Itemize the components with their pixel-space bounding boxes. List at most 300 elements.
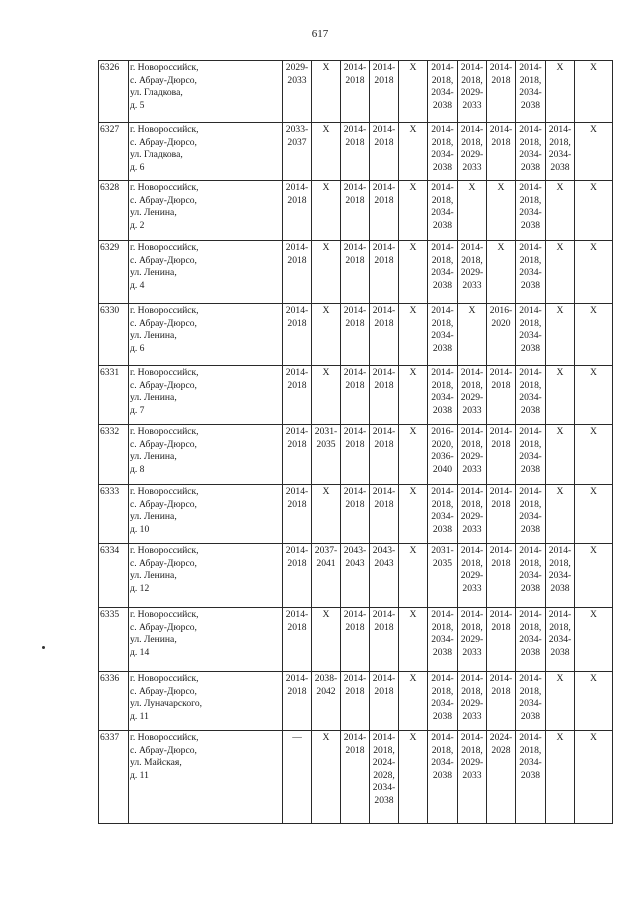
period-cell xyxy=(399,123,428,181)
period-cell xyxy=(516,485,546,544)
address-cell xyxy=(129,366,283,425)
period-value: 2014- 2018 xyxy=(343,426,367,450)
period-cell xyxy=(546,366,575,425)
period-value: Х xyxy=(409,124,417,135)
period-value: Х xyxy=(556,426,564,437)
row-number: 6337 xyxy=(99,731,129,824)
period-value: 2014- 2018, 2034- 2038 xyxy=(431,486,454,535)
period-cell xyxy=(516,544,546,608)
period-value: 2043- 2043 xyxy=(343,545,367,569)
period-value: 2031- 2035 xyxy=(314,426,338,450)
period-value: 2014- 2018 xyxy=(285,545,309,569)
period-value: Х xyxy=(322,62,330,73)
period-cell xyxy=(546,731,575,824)
address-text: г. Новороссийск, с. Абрау-Дюрсо, ул. Ленина, д. 10 xyxy=(130,486,199,535)
period-cell xyxy=(487,304,516,366)
period-value: Х xyxy=(590,426,597,437)
period-cell xyxy=(516,123,546,181)
period-value: 2014- 2018 xyxy=(489,367,513,391)
address-text: г. Новороссийск, с. Абрау-Дюрсо, ул. Ленина, д. 4 xyxy=(130,242,199,291)
period-value: Х xyxy=(322,367,330,378)
period-cell xyxy=(575,181,613,241)
address-cell xyxy=(129,61,283,123)
row-number: 6328 xyxy=(99,181,129,241)
period-value: 2014- 2018, 2034- 2038 xyxy=(431,182,454,231)
period-value: 2014- 2018 xyxy=(489,609,513,633)
period-value: Х xyxy=(556,367,564,378)
period-cell xyxy=(458,608,487,672)
period-value: 2014- 2018, 2034- 2038 xyxy=(431,124,454,173)
period-cell xyxy=(341,123,370,181)
period-cell xyxy=(428,123,458,181)
row-number: 6335 xyxy=(99,608,129,672)
row-number: 6333 xyxy=(99,485,129,544)
address-text: г. Новороссийск, с. Абрау-Дюрсо, ул. Гладкова, д. 6 xyxy=(130,124,199,173)
period-cell xyxy=(341,672,370,731)
period-cell xyxy=(283,425,312,485)
period-cell xyxy=(458,366,487,425)
period-value: 2014- 2018 xyxy=(372,367,396,391)
period-value: 2014- 2018 xyxy=(372,124,396,148)
period-value: 2038- 2042 xyxy=(314,673,338,697)
period-cell xyxy=(487,181,516,241)
period-value: Х xyxy=(468,182,476,193)
period-value: 2014- 2018 xyxy=(372,609,396,633)
period-value: 2014- 2018 xyxy=(489,124,513,148)
period-value: 2014- 2018, 2034- 2038 xyxy=(431,305,454,354)
period-value: Х xyxy=(590,124,597,135)
period-cell xyxy=(458,181,487,241)
period-cell xyxy=(487,366,516,425)
period-cell xyxy=(283,485,312,544)
period-value: 2014- 2018, 2034- 2038 xyxy=(548,545,572,594)
period-cell xyxy=(428,485,458,544)
period-value: 2014- 2018 xyxy=(489,545,513,569)
period-value: 2014- 2018, 2029- 2033 xyxy=(460,426,484,475)
period-value: 2014- 2018 xyxy=(285,486,309,510)
period-value: 2014- 2018, 2034- 2038 xyxy=(519,426,542,475)
address-text: г. Новороссийск, с. Абрау-Дюрсо, ул. Майская, д. 11 xyxy=(130,732,199,781)
period-value: Х xyxy=(556,305,564,316)
period-cell xyxy=(546,608,575,672)
period-cell xyxy=(312,181,341,241)
period-cell xyxy=(370,181,399,241)
period-cell xyxy=(399,425,428,485)
table-row xyxy=(99,608,613,672)
period-value: 2014- 2018, 2034- 2038 xyxy=(519,367,542,416)
period-value: 2014- 2018 xyxy=(343,62,367,86)
row-number: 6330 xyxy=(99,304,129,366)
address-text: г. Новороссийск, с. Абрау-Дюрсо, ул. Ленина, д. 14 xyxy=(130,609,199,658)
period-cell xyxy=(283,304,312,366)
period-value: Х xyxy=(322,486,330,497)
period-value: 2014- 2018 xyxy=(372,62,396,86)
period-value: 2014- 2018 xyxy=(489,673,513,697)
period-cell xyxy=(399,241,428,304)
period-cell xyxy=(546,123,575,181)
period-cell xyxy=(312,485,341,544)
period-value: Х xyxy=(409,732,417,743)
period-value: 2014- 2018, 2029- 2033 xyxy=(460,62,484,111)
period-value: Х xyxy=(409,673,417,684)
period-value: Х xyxy=(590,609,597,620)
period-cell xyxy=(516,61,546,123)
period-cell xyxy=(487,123,516,181)
period-cell xyxy=(458,123,487,181)
period-value: 2014- 2018, 2024- 2028, 2034- 2038 xyxy=(372,732,396,806)
period-cell xyxy=(370,61,399,123)
period-value: 2014- 2018 xyxy=(372,673,396,697)
period-value: Х xyxy=(468,305,476,316)
period-cell xyxy=(341,241,370,304)
period-value: Х xyxy=(322,124,330,135)
period-value: 2014- 2018, 2034- 2038 xyxy=(519,673,542,722)
period-value: Х xyxy=(409,62,417,73)
period-cell xyxy=(370,425,399,485)
period-cell xyxy=(487,672,516,731)
period-cell xyxy=(370,731,399,824)
period-cell xyxy=(370,304,399,366)
period-cell xyxy=(575,425,613,485)
table-row xyxy=(99,304,613,366)
period-cell xyxy=(458,485,487,544)
period-value: 2014- 2018, 2029- 2033 xyxy=(460,545,484,594)
period-value: Х xyxy=(590,486,597,497)
period-value: — xyxy=(292,732,302,743)
period-value: 2014- 2018, 2029- 2033 xyxy=(460,673,484,722)
table-row xyxy=(99,544,613,608)
period-value: 2014- 2018, 2034- 2038 xyxy=(519,305,542,354)
period-cell xyxy=(312,304,341,366)
period-cell xyxy=(341,425,370,485)
table-row xyxy=(99,425,613,485)
period-value: 2014- 2018 xyxy=(285,367,309,391)
period-value: 2014- 2018 xyxy=(343,367,367,391)
period-value: 2014- 2018, 2029- 2033 xyxy=(460,242,484,291)
period-cell xyxy=(370,241,399,304)
address-text: г. Новороссийск, с. Абрау-Дюрсо, ул. Ленина, д. 7 xyxy=(130,367,199,416)
period-cell xyxy=(458,304,487,366)
period-value: 2014- 2018 xyxy=(343,732,367,756)
period-value: Х xyxy=(409,367,417,378)
period-value: 2014- 2018 xyxy=(343,305,367,329)
period-cell xyxy=(575,304,613,366)
table-row xyxy=(99,181,613,241)
period-cell xyxy=(487,544,516,608)
period-cell xyxy=(370,544,399,608)
period-cell xyxy=(399,731,428,824)
table-row xyxy=(99,366,613,425)
period-cell xyxy=(283,366,312,425)
period-cell xyxy=(312,241,341,304)
period-value: 2033- 2037 xyxy=(285,124,309,148)
period-value: 2014- 2018 xyxy=(343,486,367,510)
period-value: Х xyxy=(590,673,597,684)
row-number: 6331 xyxy=(99,366,129,425)
period-cell xyxy=(399,304,428,366)
period-cell xyxy=(458,544,487,608)
period-value: Х xyxy=(590,242,597,253)
period-cell xyxy=(546,485,575,544)
period-cell xyxy=(399,181,428,241)
period-value: Х xyxy=(409,545,417,556)
period-cell xyxy=(516,241,546,304)
address-cell xyxy=(129,485,283,544)
period-value: Х xyxy=(590,732,597,743)
period-value: Х xyxy=(556,62,564,73)
period-cell xyxy=(428,544,458,608)
period-cell xyxy=(428,304,458,366)
period-cell xyxy=(283,731,312,824)
period-value: 2014- 2018 xyxy=(372,182,396,206)
period-value: 2014- 2018, 2029- 2033 xyxy=(460,367,484,416)
period-value: 2014- 2018, 2034- 2038 xyxy=(548,124,572,173)
period-cell xyxy=(428,425,458,485)
table-row xyxy=(99,241,613,304)
period-cell xyxy=(575,241,613,304)
row-number: 6336 xyxy=(99,672,129,731)
period-value: 2016- 2020 xyxy=(489,305,513,329)
period-value: 2014- 2018, 2029- 2033 xyxy=(460,732,484,781)
period-cell xyxy=(283,544,312,608)
period-value: Х xyxy=(556,242,564,253)
period-cell xyxy=(370,608,399,672)
period-value: Х xyxy=(409,182,417,193)
period-cell xyxy=(341,366,370,425)
period-cell xyxy=(283,241,312,304)
period-cell xyxy=(312,544,341,608)
period-value: Х xyxy=(409,426,417,437)
period-value: 2014- 2018 xyxy=(285,426,309,450)
period-cell xyxy=(312,61,341,123)
address-cell xyxy=(129,304,283,366)
table-row xyxy=(99,485,613,544)
period-value: Х xyxy=(590,305,597,316)
period-value: Х xyxy=(556,732,564,743)
period-cell xyxy=(458,425,487,485)
period-cell xyxy=(516,731,546,824)
address-cell xyxy=(129,425,283,485)
period-cell xyxy=(370,485,399,544)
address-cell xyxy=(129,544,283,608)
period-value: 2024- 2028 xyxy=(489,732,513,756)
period-cell xyxy=(283,608,312,672)
period-cell xyxy=(428,608,458,672)
period-cell xyxy=(487,731,516,824)
period-cell xyxy=(516,304,546,366)
period-value: 2014- 2018 xyxy=(489,426,513,450)
period-cell xyxy=(341,731,370,824)
row-number: 6327 xyxy=(99,123,129,181)
period-value: 2014- 2018, 2034- 2038 xyxy=(431,732,454,781)
period-value: 2014- 2018 xyxy=(343,609,367,633)
period-cell xyxy=(399,366,428,425)
period-cell xyxy=(312,731,341,824)
period-value: 2029- 2033 xyxy=(285,62,309,86)
period-cell xyxy=(546,304,575,366)
row-number: 6329 xyxy=(99,241,129,304)
period-value: Х xyxy=(322,305,330,316)
period-value: Х xyxy=(556,486,564,497)
period-value: 2014- 2018 xyxy=(285,609,309,633)
address-text: г. Новороссийск, с. Абрау-Дюрсо, ул. Луначарского, д. 11 xyxy=(130,673,203,722)
period-cell xyxy=(575,366,613,425)
row-number: 6332 xyxy=(99,425,129,485)
period-cell xyxy=(283,61,312,123)
period-value: Х xyxy=(556,182,564,193)
address-text: г. Новороссийск, с. Абрау-Дюрсо, ул. Ленина, д. 2 xyxy=(130,182,199,231)
period-value: 2014- 2018 xyxy=(343,182,367,206)
period-value: 2014- 2018 xyxy=(489,62,513,86)
address-cell xyxy=(129,731,283,824)
period-value: 2031- 2035 xyxy=(431,545,454,569)
period-cell xyxy=(283,123,312,181)
period-cell xyxy=(546,425,575,485)
period-cell xyxy=(458,731,487,824)
period-cell xyxy=(341,304,370,366)
period-cell xyxy=(546,544,575,608)
period-cell xyxy=(487,608,516,672)
period-value: 2014- 2018, 2034- 2038 xyxy=(519,242,542,291)
period-value: Х xyxy=(590,545,597,556)
period-value: Х xyxy=(409,609,417,620)
period-cell xyxy=(370,366,399,425)
period-cell xyxy=(370,123,399,181)
page-number: 617 xyxy=(311,28,329,40)
address-text: г. Новороссийск, с. Абрау-Дюрсо, ул. Гладкова, д. 5 xyxy=(130,62,199,111)
period-cell xyxy=(341,544,370,608)
period-value: Х xyxy=(322,182,330,193)
period-value: 2014- 2018 xyxy=(285,182,309,206)
period-value: 2014- 2018, 2034- 2038 xyxy=(548,609,572,658)
period-cell xyxy=(428,241,458,304)
period-cell xyxy=(341,181,370,241)
period-value: Х xyxy=(409,486,417,497)
period-value: 2037- 2041 xyxy=(314,545,338,569)
period-value: 2014- 2018 xyxy=(372,486,396,510)
period-cell xyxy=(312,425,341,485)
period-cell xyxy=(516,672,546,731)
period-cell xyxy=(399,485,428,544)
period-value: 2014- 2018 xyxy=(372,242,396,266)
period-value: Х xyxy=(590,182,597,193)
period-value: 2014- 2018, 2034- 2038 xyxy=(431,609,454,658)
table-row xyxy=(99,731,613,824)
period-cell xyxy=(341,61,370,123)
row-number: 6326 xyxy=(99,61,129,123)
period-cell xyxy=(399,544,428,608)
period-cell xyxy=(399,61,428,123)
row-number: 6334 xyxy=(99,544,129,608)
period-value: 2014- 2018, 2034- 2038 xyxy=(519,124,542,173)
period-cell xyxy=(312,608,341,672)
period-cell xyxy=(370,672,399,731)
period-cell xyxy=(428,181,458,241)
address-cell xyxy=(129,672,283,731)
period-cell xyxy=(546,61,575,123)
period-value: 2014- 2018, 2034- 2038 xyxy=(519,62,542,111)
period-value: 2014- 2018 xyxy=(343,673,367,697)
period-value: 2043- 2043 xyxy=(372,545,396,569)
period-value: 2014- 2018, 2034- 2038 xyxy=(519,732,542,781)
address-cell xyxy=(129,608,283,672)
period-cell xyxy=(428,61,458,123)
schedule-table xyxy=(98,60,613,824)
stray-mark xyxy=(42,646,45,649)
period-value: 2014- 2018, 2034- 2038 xyxy=(519,545,542,594)
period-value: Х xyxy=(322,609,330,620)
table-row xyxy=(99,672,613,731)
period-cell xyxy=(487,485,516,544)
period-cell xyxy=(516,425,546,485)
period-cell xyxy=(428,672,458,731)
period-cell xyxy=(575,731,613,824)
address-text: г. Новороссийск, с. Абрау-Дюрсо, ул. Ленина, д. 8 xyxy=(130,426,199,475)
period-cell xyxy=(487,61,516,123)
table-row xyxy=(99,123,613,181)
period-cell xyxy=(399,608,428,672)
address-text: г. Новороссийск, с. Абрау-Дюрсо, ул. Ленина, д. 12 xyxy=(130,545,199,594)
period-value: Х xyxy=(409,305,417,316)
period-value: 2014- 2018, 2034- 2038 xyxy=(519,182,542,231)
period-cell xyxy=(575,672,613,731)
period-value: 2014- 2018 xyxy=(372,426,396,450)
period-cell xyxy=(458,61,487,123)
period-cell xyxy=(428,731,458,824)
address-text: г. Новороссийск, с. Абрау-Дюрсо, ул. Ленина, д. 6 xyxy=(130,305,199,354)
period-value: 2014- 2018 xyxy=(285,242,309,266)
period-value: 2014- 2018, 2034- 2038 xyxy=(431,367,454,416)
period-cell xyxy=(399,672,428,731)
period-value: 2014- 2018, 2029- 2033 xyxy=(460,609,484,658)
period-cell xyxy=(575,485,613,544)
period-value: 2014- 2018 xyxy=(343,124,367,148)
period-value: 2014- 2018, 2034- 2038 xyxy=(519,609,542,658)
address-cell xyxy=(129,241,283,304)
period-cell xyxy=(516,608,546,672)
period-cell xyxy=(312,672,341,731)
period-cell xyxy=(575,544,613,608)
period-cell xyxy=(575,608,613,672)
period-value: 2014- 2018 xyxy=(285,673,309,697)
period-cell xyxy=(312,366,341,425)
period-value: 2014- 2018 xyxy=(372,305,396,329)
period-value: Х xyxy=(590,62,597,73)
period-cell xyxy=(487,425,516,485)
address-cell xyxy=(129,123,283,181)
period-cell xyxy=(283,672,312,731)
period-cell xyxy=(546,181,575,241)
period-cell xyxy=(546,241,575,304)
period-cell xyxy=(341,485,370,544)
period-value: 2014- 2018, 2034- 2038 xyxy=(431,62,454,111)
period-value: Х xyxy=(556,673,564,684)
period-value: 2016- 2020, 2036- 2040 xyxy=(431,426,454,475)
period-cell xyxy=(458,241,487,304)
period-value: 2014- 2018 xyxy=(285,305,309,329)
period-cell xyxy=(283,181,312,241)
address-cell xyxy=(129,181,283,241)
period-value: Х xyxy=(590,367,597,378)
period-value: Х xyxy=(322,732,330,743)
period-cell xyxy=(458,672,487,731)
table-row xyxy=(99,61,613,123)
period-value: Х xyxy=(322,242,330,253)
period-cell xyxy=(312,123,341,181)
period-cell xyxy=(341,608,370,672)
period-cell xyxy=(428,366,458,425)
period-cell xyxy=(516,181,546,241)
